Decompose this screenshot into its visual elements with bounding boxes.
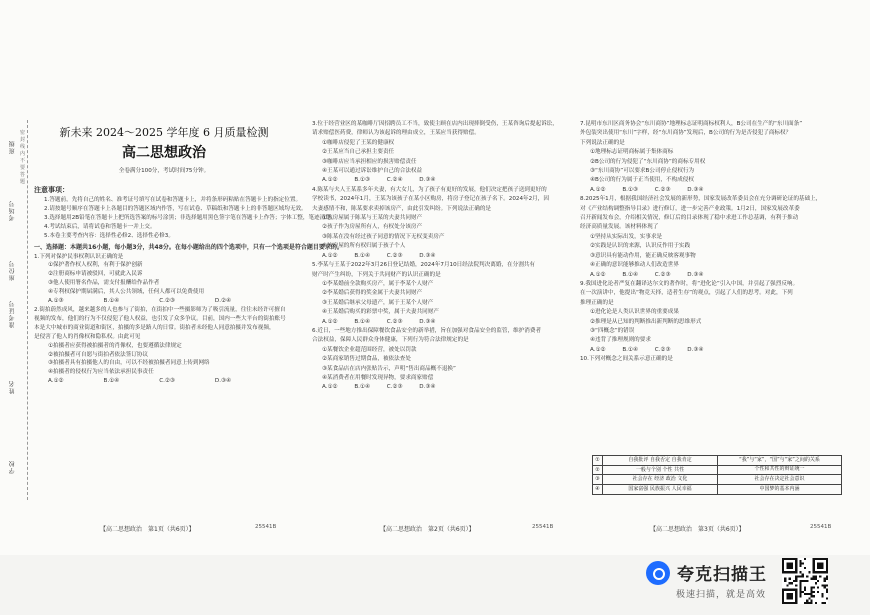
question-stem: 1.下列对保护民事权利认识正确的是 — [34, 253, 124, 260]
question-line: ①某餐饮企业超范围经营，被处以罚款 — [322, 346, 417, 353]
notice-item: 3.选择题用2B铅笔在答题卡上把所选答案的标号涂黑；非选择题用黑色签字笔在答题卡上作答；字体工整，笔迹清楚。 — [44, 214, 337, 221]
table-cell: 国家富强 民族振兴 人民幸福 — [603, 485, 718, 495]
question-line: 6.近日，一些地方推出保障餐饮食品安全的新举措，旨在加强对食品安全的监管，维护消费者 — [312, 327, 542, 334]
question-line: ①该房屋属于陈某与王某的夫妻共同财产 — [322, 215, 423, 222]
question-line: ②李某婚后获得的奖金属于夫妻共同财产 — [322, 290, 423, 297]
question-line: 在一次演讲中，他提出“物竞天择，适者生存”的观点，引起了人们的思考。对此，下列 — [580, 290, 793, 297]
table-cell: 自我批评 自我否定 自我肯定 — [603, 456, 718, 465]
question-line: 5.李某与王某于2022年3月26日登记结婚，2024年7月10日经法院判决离婚，在分割共有 — [312, 262, 535, 269]
question-line: ④王某婚后购买的彩票中奖，属于夫妻共同财产 — [322, 309, 439, 316]
question-line: A.①② B.①④ C.②③ D.③④ — [322, 252, 436, 259]
question-line: ④某消费者在用餐时发现异物，要求商家赔偿 — [322, 374, 434, 381]
question-item: ①保护著作权人权利，有利于保护创新 — [48, 262, 143, 269]
table-cell: 中国梦的基本内涵 — [759, 485, 800, 492]
question-line: ①进化论是人类认识世界的重要成果 — [590, 309, 679, 316]
table-cell: “我”与“家”，“国”与“家”之间的关系 — [739, 456, 820, 463]
question-line: ④正确的意识能够推动人们改造世界 — [590, 262, 679, 269]
question-text: 是侵害了他人的肖像权和隐私权。由此可见 — [34, 333, 141, 340]
table-cell: 社会存在决定社会意识 — [754, 475, 805, 482]
question-line: 8.2025年1月，根据我国经济社会发展的新形势，国家发展改革委员会在充分调研论证的基础上， — [580, 196, 822, 203]
question-line: 财产时产生纠纷，下列关于共同财产的认识正确的是 — [312, 271, 441, 278]
question-line: ③“四概念”的错误 — [590, 327, 635, 334]
question-line: A.①② B.①③ C.②④ D.③④ — [322, 177, 436, 184]
question-line: A.①② B.①④ C.②③ D.③④ — [590, 271, 704, 278]
brand-name: 夸克扫描王 — [677, 565, 767, 585]
table-cell: 个性和共性的辩证统一 — [754, 466, 805, 472]
question-line: 合法权益，保障人民群众身体健康，下列行为符合法律规定的是 — [312, 337, 469, 344]
question-line: A.①② B.①④ C.②③ D.③④ — [322, 318, 436, 325]
question-line: ④违背了推理规则的要求 — [590, 337, 651, 344]
question-line: ②王某应当自己承担主要责任 — [322, 149, 395, 156]
question-line: ①坚持从实际出发，实事求是 — [590, 233, 663, 240]
notice-item: 5.本卷主要考查内容：选择性必修2、选择性必修3。 — [44, 232, 174, 239]
margin-label: 学校 — [9, 460, 16, 474]
question-line: ③意识具有能动作用，能正确反映客观事物 — [590, 252, 696, 259]
answer-options: A.①③ B.①④ C.②③ D.②④ — [48, 298, 232, 305]
question-item: ③他人使用署名作品，需支付报酬给作品作者 — [48, 280, 160, 287]
notice-item: 4.考试结束后，请将试卷和答题卡一并上交。 — [44, 223, 156, 230]
question-line: 7.昆明市东川区商务协会“东川商协”地理标志证明商标权利人，B公司在生产的“东川面条” — [580, 121, 803, 127]
question-line: 对《产业结构调整指导目录》进行修订，进一步完善产业政策。1月2日，国家发展改革委 — [580, 205, 800, 212]
question-line: 经济高质量发展。该材料体现了 — [580, 224, 659, 231]
question-line: 4.陈某与夫人王某系多年夫妻，有大女儿，为了孩子有更好的发展，他们决定把孩子送到更好的 — [312, 186, 547, 193]
question-line: 下列说法正确的是 — [580, 139, 625, 146]
question-line: ③某食品店在店内张贴告示，声明“售出商品概不退换” — [322, 365, 456, 372]
qr-code-icon — [782, 558, 828, 604]
page-1-body — [34, 184, 343, 386]
question-text: 本是大中城市的商业街道和街区，拍摄的多是路人的日常。街拍者未经他人同意拍摄并发布视频， — [34, 324, 275, 331]
question-line: 9.我国进化论者严复在翻译达尔文的著作时，将“进化论”引入中国，并引起了强烈反响。 — [580, 280, 799, 287]
brand-slogan: 极速扫描，就是高效 — [676, 590, 767, 600]
question-line: 请求赔偿医药费，律师认为该起诉的理由成立，王某应当获得赔偿。 — [312, 130, 480, 137]
page-2-body — [312, 120, 572, 520]
table-cell: ② — [593, 466, 603, 475]
question-line: ②推理是从已知的判断推出新判断的思维形式 — [590, 318, 702, 325]
margin-label: 座位号 — [9, 260, 16, 281]
question-line: 外包装突出使用“东川”字样，经“东川商协”发现后，B公司的行为是否侵犯了商标权？ — [580, 130, 792, 137]
question-line: 10.下列对概念之间关系示意正确的是 — [580, 356, 673, 363]
margin-label: 班级 — [9, 140, 16, 154]
table-cell: 社会存在 经济 政治 文化 — [603, 475, 718, 484]
question-item: ④专利权保护期届满后，其人公共领域，任何人都可以免费使用 — [48, 289, 205, 296]
margin-label: 准考证号 — [9, 300, 16, 328]
question-line: ④该房屋的所有权归属于孩子个人 — [322, 243, 406, 250]
question-line: 学校读书，2024年1月，王某为该孩子在某小区购房，将房子登记在孩子名下。2024年2月，因 — [312, 196, 549, 203]
question-line: ②B公司的行为侵犯了“东川商协”的商标专用权 — [590, 158, 706, 165]
question-line: ④王某可以通过诉讼维护自己的合法权益 — [322, 168, 423, 175]
section-title: 一、选择题：本题共16小题，每小题3分，共48分。在每小题给出的四个选项中，只有一个选项是符合题目要求的。 — [34, 243, 343, 251]
question-line: ③“东川商协”可以要求B公司停止侵权行为 — [590, 168, 695, 175]
question-item: ②注册商标申请被驳回，可就此入民诉 — [48, 271, 143, 278]
question-stem: 2.街拍蔚然成风，越来越多的人也参与了街拍，在街拍中一些摄影师为了吸引流量，往往未经许可擅自 — [34, 306, 286, 313]
notice-item: 2.请按题号顺序在答题卡上各题目的答题区域内作答，写在试卷、草稿纸和答题卡上的非答题区域均无效。 — [44, 205, 307, 212]
question-line: ①李某婚前全款购买房产，属于李某个人财产 — [322, 280, 434, 287]
question-line: ③陈某在没有经过孩子同意的情况下无权变卖房产 — [322, 233, 445, 240]
paper-code: 25541B — [810, 524, 832, 530]
question-line: 推理正确的是 — [580, 299, 614, 306]
question-line: ③王某婚后继承父母遗产，属于王某个人财产 — [322, 299, 434, 306]
table-cell: ① — [593, 456, 603, 465]
question-line: ②孩子作为房屋所有人，有权处分该房产 — [322, 224, 423, 231]
page-footer: 【高二思想政治 第1页（共6页）】 — [100, 526, 195, 533]
quark-logo-icon — [646, 561, 670, 585]
scanner-brand — [646, 560, 767, 585]
question-line: ①咖啡店侵犯了王某的健康权 — [322, 139, 395, 146]
question-line: ③咖啡店应当承担相应的损害赔偿责任 — [322, 158, 417, 165]
margin-label: 考场号 — [9, 200, 16, 221]
paper-code: 25541B — [255, 524, 277, 530]
question-line: ①地理标志证明商标属于集体商标 — [590, 149, 674, 156]
subject-title: 高二思想政治 — [122, 145, 206, 161]
question-line: 夫妻感情不和，陈某要求卖掉该房产，由此引发纠纷。下列说法正确的是 — [312, 205, 492, 212]
question-line: ②实践是认识的来源，认识反作用于实践 — [590, 243, 691, 250]
concept-table — [592, 455, 842, 495]
question-item: ①拍摄者应获得被拍摄者的肖像权，也要遵循法律规定 — [48, 342, 182, 349]
question-line: A.①② B.①④ C.②③ D.③④ — [322, 384, 436, 391]
question-line: 召开新闻发布会，介绍相关情况，修订后的目录体现了稳中求进工作总基调，有利于推动 — [580, 215, 799, 222]
question-line: 3.位于经营业区的某咖啡厅因招聘员工不当，致使主顾在店内出现摔倒受伤，王某咨询后提起诉讼， — [312, 121, 558, 127]
notice-title: 注意事项： — [34, 186, 69, 194]
question-text: 视频的发布，他们的行为不仅侵犯了他人权益，也引发了众多争议。目前，国内一些大平台的街拍账号 — [34, 315, 286, 322]
seal-note: 密封线内不要答题 — [20, 130, 26, 185]
question-item: ③拍摄者具有拍摄他人的自由，可以不经被拍摄者同意上传到网络 — [48, 360, 210, 367]
question-item: ④拍摄者的侵权行为应当依法承担民事责任 — [48, 369, 154, 376]
notice-item: 1.答题前，先将自己的姓名、准考证号填写在试卷和答题卡上，并将条形码粘贴在答题卡上的指定位置。 — [44, 197, 302, 203]
exam-title: 新未来 2024～2025 学年度 6 月质量检测 — [59, 126, 269, 139]
question-line: ②某商家销售过期食品，被依法查处 — [322, 356, 411, 363]
answer-options: A.①② B.①④ C.②③ D.③④ — [48, 378, 232, 385]
page-footer: 【高二思想政治 第3页（共6页）】 — [650, 526, 745, 533]
score-line: 全卷满分100分，考试时间75分钟。 — [118, 168, 210, 174]
table-row — [593, 475, 841, 485]
table-cell: ④ — [593, 485, 603, 495]
question-line: A.①② B.①④ C.②③ D.③④ — [590, 346, 704, 353]
table-cell: 一般与个别 个性 共性 — [603, 466, 718, 475]
question-line: ④B公司的行为属于正当使用，不构成侵权 — [590, 177, 694, 184]
question-line: A.①② B.①③ C.②③ D.③④ — [590, 186, 704, 193]
margin-label: 姓名 — [9, 380, 16, 394]
table-row — [593, 485, 841, 495]
page-footer: 【高二思想政治 第2页（共6页）】 — [380, 526, 475, 533]
paper-code: 25541B — [532, 524, 554, 530]
table-cell: ③ — [593, 475, 603, 484]
question-item: ②被拍摄者可自愿与街拍者依法签订协议 — [48, 351, 149, 358]
